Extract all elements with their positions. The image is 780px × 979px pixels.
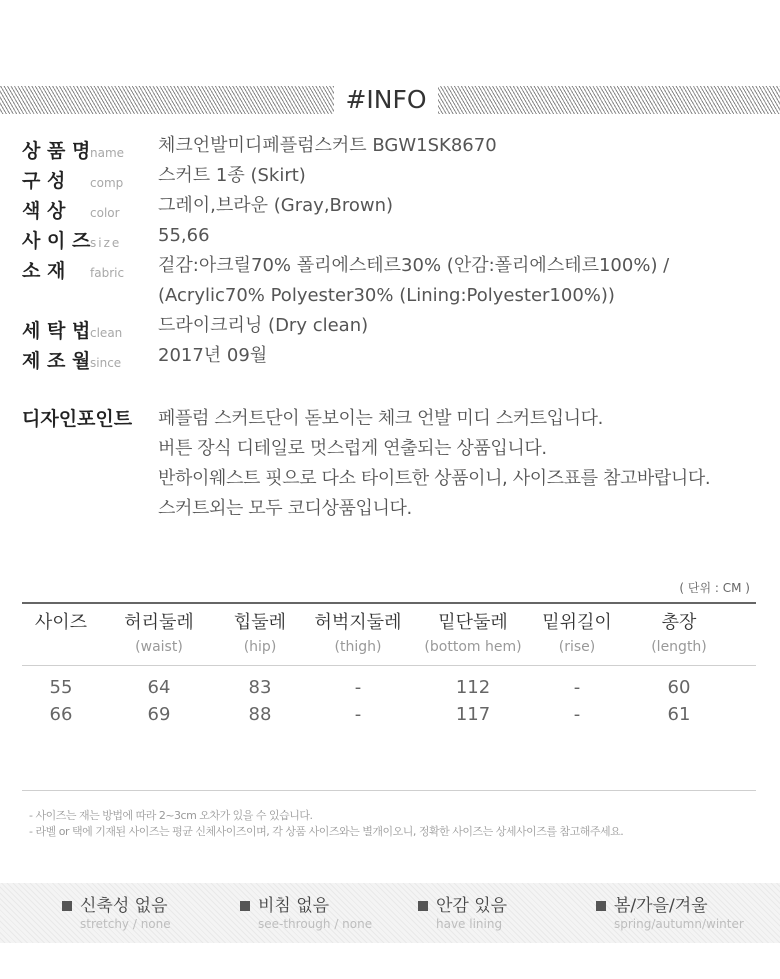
table-cell: 60 [667, 677, 691, 698]
feature-label: 안감 있음 [436, 896, 508, 916]
info-row-clean [22, 316, 772, 346]
header-ko: 밑단둘레 [438, 612, 508, 633]
info-label: 사 이 즈 [22, 230, 91, 252]
fabric-line: 겉감:아크릴70% 폴리에스테르30% (안감:폴리에스테르100%) / [158, 255, 670, 276]
info-label-en: size [90, 236, 122, 250]
bullet-square-icon [62, 901, 72, 911]
table-cell: 69 [147, 704, 171, 725]
header-cell [414, 604, 532, 665]
table-cell: - [354, 704, 362, 725]
table-body [22, 666, 756, 728]
header-ko: 허벅지둘레 [314, 612, 402, 633]
info-label: 구 성 [22, 170, 66, 192]
info-value: 체크언발미디페플럼스커트 BGW1SK8670 [158, 135, 497, 156]
header-en: (rise) [558, 639, 596, 655]
bullet-square-icon [418, 901, 428, 911]
feature-sub: have lining [436, 917, 503, 931]
header-cell [22, 604, 100, 665]
design-line: 반하이웨스트 핏으로 다소 타이트한 상품이니, 사이즈표를 참고바랍니다. [158, 468, 711, 489]
feature-stretch [62, 895, 171, 931]
feature-bar [0, 883, 780, 943]
product-info [22, 136, 772, 376]
table-row [22, 701, 756, 728]
info-label-en: name [90, 146, 125, 160]
design-point [22, 404, 777, 524]
bullet-square-icon [240, 901, 250, 911]
header-cell [100, 604, 218, 665]
info-label-en: color [90, 206, 120, 220]
feature-lining [418, 895, 507, 931]
header-ko: 밑위길이 [542, 612, 612, 633]
info-row-comp [22, 166, 772, 196]
info-label: 소 재 [22, 260, 66, 282]
header-cell [532, 604, 622, 665]
table-header [22, 604, 756, 666]
table-cell: 61 [667, 704, 691, 725]
info-label-en: clean [90, 326, 123, 340]
note-line: - 사이즈는 재는 방법에 따라 2~3cm 오차가 있을 수 있습니다. [29, 809, 313, 822]
notes-divider [22, 790, 756, 791]
table-cell: 55 [49, 677, 73, 698]
info-label-en: comp [90, 176, 124, 190]
info-value: 2017년 09월 [158, 345, 268, 366]
table-cell: 88 [248, 704, 272, 725]
feature-seethrough [240, 895, 372, 931]
note-line: - 라벨 or 택에 기재된 사이즈는 평균 신체사이즈이며, 각 상품 사이즈와는 별개이오니, 정확한 사이즈는 상세사이즈를 참고해주세요. [29, 825, 624, 838]
info-label-en: since [90, 356, 122, 370]
feature-sub: spring/autumn/winter [614, 917, 744, 931]
header-en: (thigh) [334, 639, 382, 655]
fabric-line: (Acrylic70% Polyester30% (Lining:Polyester100%)) [158, 285, 615, 306]
header-en: (hip) [243, 639, 277, 655]
feature-season [596, 895, 744, 931]
feature-label: 비침 없음 [258, 896, 330, 916]
size-notes [29, 808, 623, 840]
info-banner [0, 86, 780, 114]
info-label: 세 탁 법 [22, 320, 91, 342]
table-cell: 112 [455, 677, 491, 698]
design-line: 페플럼 스커트단이 돋보이는 체크 언발 미디 스커트입니다. [158, 408, 603, 429]
feature-sub: see-through / none [258, 917, 373, 931]
header-en: (waist) [135, 639, 183, 655]
header-cell [302, 604, 414, 665]
info-label: 상 품 명 [22, 140, 91, 162]
size-table [22, 602, 756, 728]
bullet-square-icon [596, 901, 606, 911]
info-value: 그레이,브라운 (Gray,Brown) [158, 195, 394, 216]
info-label: 제 조 월 [22, 350, 91, 372]
header-ko: 사이즈 [34, 612, 88, 633]
feature-label: 신축성 없음 [80, 896, 168, 916]
info-value: 드라이크리닝 (Dry clean) [158, 315, 369, 336]
header-ko: 힙둘레 [233, 612, 287, 633]
table-cell: 64 [147, 677, 171, 698]
table-cell: 66 [49, 704, 73, 725]
info-title: #INFO [334, 86, 438, 114]
info-row-name [22, 136, 772, 166]
table-row [22, 674, 756, 701]
header-en: (length) [651, 639, 707, 655]
design-line: 버튼 장식 디테일로 멋스럽게 연출되는 상품입니다. [158, 438, 547, 459]
header-en: (bottom hem) [424, 639, 522, 655]
table-cell: - [573, 677, 581, 698]
info-row-since [22, 346, 772, 376]
design-point-text [158, 404, 710, 524]
header-cell [218, 604, 302, 665]
info-row-fabric [22, 256, 772, 316]
info-label-en: fabric [90, 266, 125, 280]
table-cell: 117 [455, 704, 491, 725]
design-point-label: 디자인포인트 [22, 408, 133, 430]
info-value: 스커트 1종 (Skirt) [158, 165, 306, 186]
header-cell [622, 604, 736, 665]
design-line: 스커트외는 모두 코디상품입니다. [158, 498, 412, 519]
unit-label: ( 단위 : CM ) [679, 581, 750, 595]
info-row-color [22, 196, 772, 226]
info-value [158, 251, 669, 311]
info-label: 색 상 [22, 200, 66, 222]
feature-sub: stretchy / none [80, 917, 171, 931]
table-cell: 83 [248, 677, 272, 698]
table-cell: - [354, 677, 362, 698]
info-value: 55,66 [158, 225, 210, 246]
table-cell: - [573, 704, 581, 725]
feature-label: 봄/가을/겨울 [614, 896, 708, 916]
header-ko: 허리둘레 [124, 612, 194, 633]
header-ko: 총장 [661, 612, 697, 633]
